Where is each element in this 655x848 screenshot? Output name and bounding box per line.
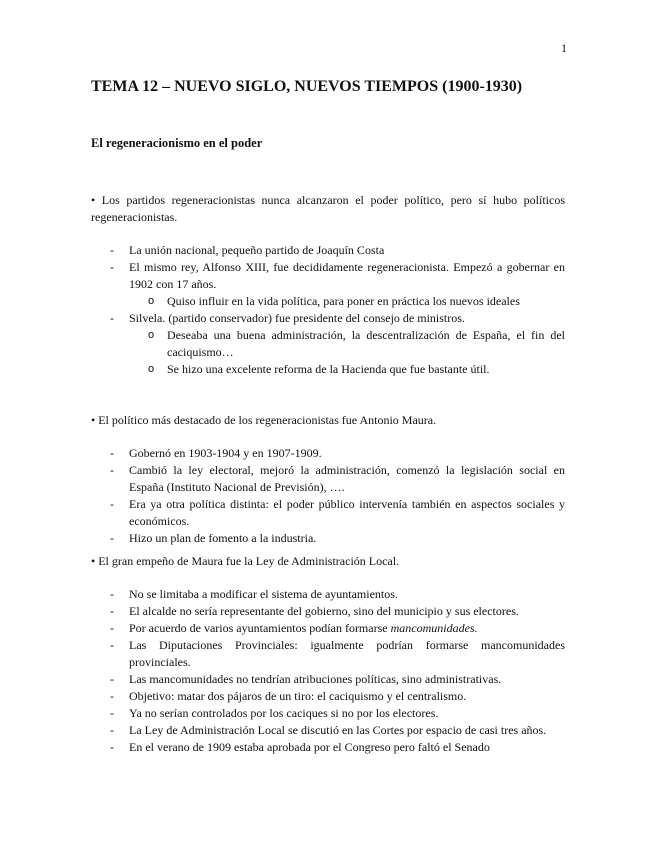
sub-list-item: o Se hizo una excelente reforma de la Hacienda que fue bastante útil. xyxy=(148,362,490,376)
paragraph-intro-parties: • Los partidos regeneracionistas nunca alcanzaron el poder político, pero sí hubo políticos regeneracionistas. xyxy=(91,193,565,224)
list-item: - El mismo rey, Alfonso XIII, fue decididamente regeneracionista. Empezó a gobernar en 1902 con 17 años. xyxy=(110,260,565,291)
italic-term: mancomunidades. xyxy=(390,621,478,635)
paragraph-local-administration: • El gran empeño de Maura fue la Ley de Administración Local. xyxy=(91,554,400,568)
section-heading: El regeneracionismo en el poder xyxy=(91,136,263,150)
sub-list-item: o Deseaba una buena administración, la descentralización de España, el fin del caciquismo… xyxy=(148,328,565,359)
list-item: - Objetivo: matar dos pájaros de un tiro: el caciquismo y el centralismo. xyxy=(110,689,467,703)
list-item: - El alcalde no sería representante del gobierno, sino del municipio y sus electores. xyxy=(110,604,519,618)
list-item: - En el verano de 1909 estaba aprobada por el Congreso pero faltó el Senado xyxy=(110,740,490,754)
list-item: - Silvela. (partido conservador) fue presidente del consejo de ministros. xyxy=(110,311,465,325)
list-item: - La Ley de Administración Local se discutió en las Cortes por espacio de casi tres años. xyxy=(110,723,547,737)
list-item: - Hizo un plan de fomento a la industria. xyxy=(110,531,317,545)
list-item: - La unión nacional, pequeño partido de Joaquín Costa xyxy=(110,243,385,257)
page-number: 1 xyxy=(561,41,567,55)
list-item: - Las mancomunidades no tendrían atribuciones políticas, sino administrativas. xyxy=(110,672,502,686)
paragraph-maura: • El político más destacado de los regeneracionistas fue Antonio Maura. xyxy=(91,413,437,427)
sub-list-item: o Quiso influir en la vida política, para poner en práctica los nuevos ideales xyxy=(148,294,520,308)
list-item: - Ya no serían controlados por los caciques si no por los electores. xyxy=(110,706,439,720)
list-item: - Las Diputaciones Provinciales: igualmente podrían formarse mancomunidades provinciales. xyxy=(110,638,565,669)
list-item: - Era ya otra política distinta: el poder público intervenía también en aspectos sociales y económicos. xyxy=(110,497,565,528)
bullet-list-maura xyxy=(91,445,565,547)
list-item: - No se limitaba a modificar el sistema de ayuntamientos. xyxy=(110,587,398,601)
bullet-list-local-administration xyxy=(91,586,565,756)
list-item: - Gobernó en 1903-1904 y en 1907-1909. xyxy=(110,446,322,460)
bullet-list-regenerationists xyxy=(91,242,565,378)
list-item: - Cambió la ley electoral, mejoró la administración, comenzó la legislación social en España (Instituto Nacional de Previsión), …. xyxy=(110,463,565,494)
document-body xyxy=(91,192,565,756)
document-title: TEMA 12 – NUEVO SIGLO, NUEVOS TIEMPOS (1900-1930) xyxy=(91,78,523,95)
list-item: - Por acuerdo de varios ayuntamientos podían formarse mancomunidades. xyxy=(110,621,478,635)
